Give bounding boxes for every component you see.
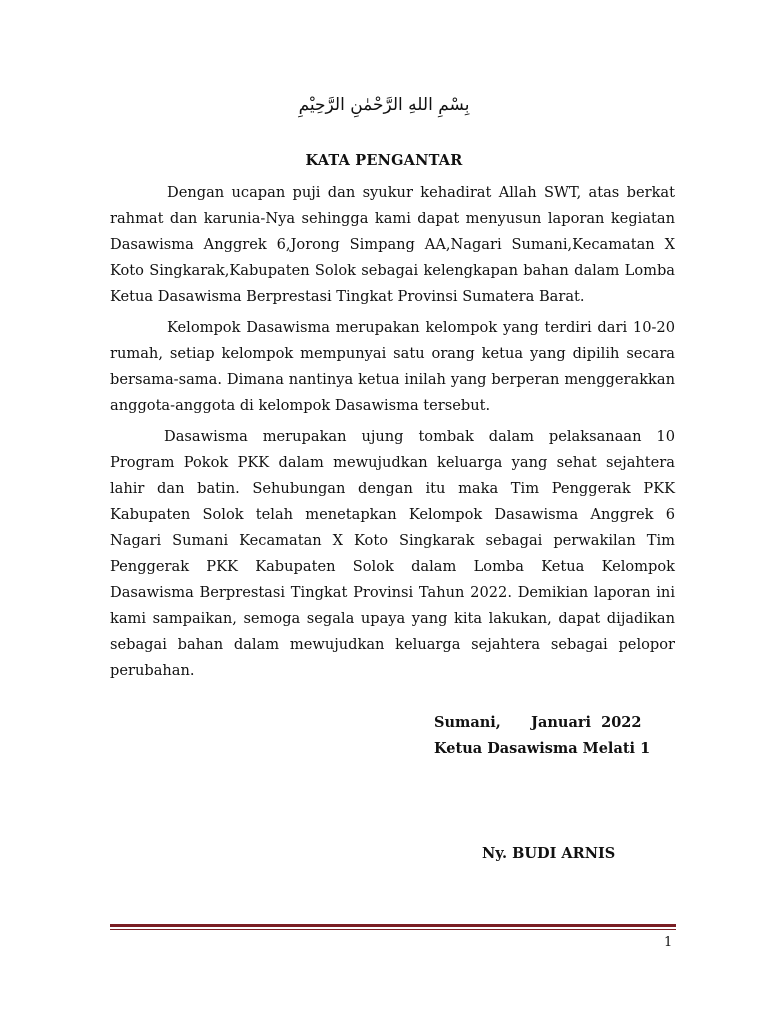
page-number: 1 [664,935,673,950]
paragraph-2: Kelompok Dasawisma merupakan kelompok yang terdiri dari 10-20 rumah, setiap kelompok mempunyai satu orang ketua yang dipilih secara bersama-sama. Dimana nantinya ketua inilah yang berperan menggerakkan anggota-anggota di kelompok Dasawisma tersebut. [110,319,675,414]
basmala-heading: بِسْمِ اللهِ الرَّحْمٰنِ الرَّحِيْمِ [298,95,470,115]
paragraph-3: Dasawisma merupakan ujung tombak dalam pelaksanaan 10 Program Pokok PKK dalam mewujudkan keluarga yang sehat sejahtera lahir dan batin. Sehubungan dengan itu maka Tim Penggerak PKK Kabupaten Solok telah menetapkan Kelompok Dasawisma Anggrek 6 Nagari Sumani Kecamatan X Koto Singkarak sebagai perwakilan Tim Penggerak PKK Kabupaten Solok dalam Lomba Ketua Kelompok Dasawisma Berprestasi Tingkat Provinsi Tahun 2022. Demikian laporan ini kami sampaikan, semoga segala upaya yang kita lakukan, dapat dijadikan sebagai bahan dalam mewujudkan keluarga sejahtera sebagai pelopor perubahan. [110,428,675,679]
signature-name: Ny. BUDI ARNIS [482,845,616,862]
footer-rule-thin [110,929,676,930]
signature-place-date: Sumani, Januari 2022 [434,714,642,731]
signature-role: Ketua Dasawisma Melati 1 [434,740,651,757]
footer-rule-thick [110,924,676,927]
paragraph-1: Dengan ucapan puji dan syukur kehadirat Allah SWT, atas berkat rahmat dan karunia-Nya sehingga kami dapat menyusun laporan kegiatan Dasawisma Anggrek 6,Jorong Simpang AA,Nagari Sumani,Kecamatan X Koto Singkarak,Kabupaten Solok sebagai kelengkapan bahan dalam Lomba Ketua Dasawisma Berprestasi Tingkat Provinsi Sumatera Barat. [110,184,675,305]
body-text [110,180,675,689]
page-title: KATA PENGANTAR [305,152,463,169]
